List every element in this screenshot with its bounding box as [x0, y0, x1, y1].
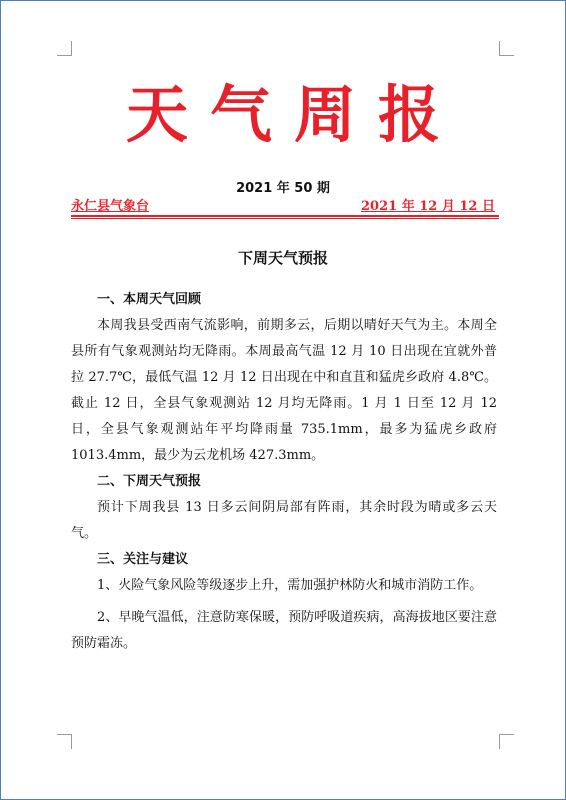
crop-mark-bottom-right: [499, 734, 514, 749]
section-paragraph: 2、早晚气温低，注意防寒保暖，预防呼吸道疾病，高海拔地区要注意预防霜冻。: [71, 610, 497, 651]
issue-date: 2021 年 12 月 12 日: [361, 199, 495, 214]
crop-mark-top-left: [57, 41, 72, 56]
crop-mark-bottom-left: [57, 734, 72, 749]
document-body: [71, 287, 497, 657]
issue-number: 2021 年 50 期: [236, 181, 330, 196]
section-paragraph: 本周我县受西南气流影响，前期多云，后期以晴好天气为主。本周全县所有气象观测站均无降雨。本周最高气温 12 月 10 日出现在宜就外普拉 27.7℃，最低气温 12 月 12 日出现在中和直苴和猛虎乡政府 4.8℃。截止 12 日，全县气象观测站 12 月均无降雨。1 月 1 日至 12 月 12 日，全县气象观测站年平均降雨量 735.1mm，最多为猛虎乡政府 1013.4mm，最少为云龙机场 427.3mm。: [71, 318, 497, 463]
section-review: [71, 287, 497, 469]
section-paragraph: 预计下周我县 13 日多云间阴局部有阵雨，其余时段为晴或多云天气。: [71, 500, 497, 541]
section-forecast: [71, 469, 497, 547]
header-rule-thin: [71, 218, 499, 219]
section-paragraph: 1、火险气象风险等级逐步上升，需加强护林防火和城市消防工作。: [97, 578, 483, 593]
masthead-title: 天气周报: [125, 78, 462, 151]
header-rule-thick: [71, 215, 499, 217]
section-heading: 三、关注与建议: [97, 552, 189, 567]
section-advice: [71, 547, 497, 657]
issuing-organization: 永仁县气象台: [71, 199, 150, 214]
section-heading: 一、本周天气回顾: [97, 292, 202, 307]
crop-mark-top-right: [499, 41, 514, 56]
section-heading: 二、下周天气预报: [97, 474, 202, 489]
document-title: 下周天气预报: [237, 249, 328, 267]
